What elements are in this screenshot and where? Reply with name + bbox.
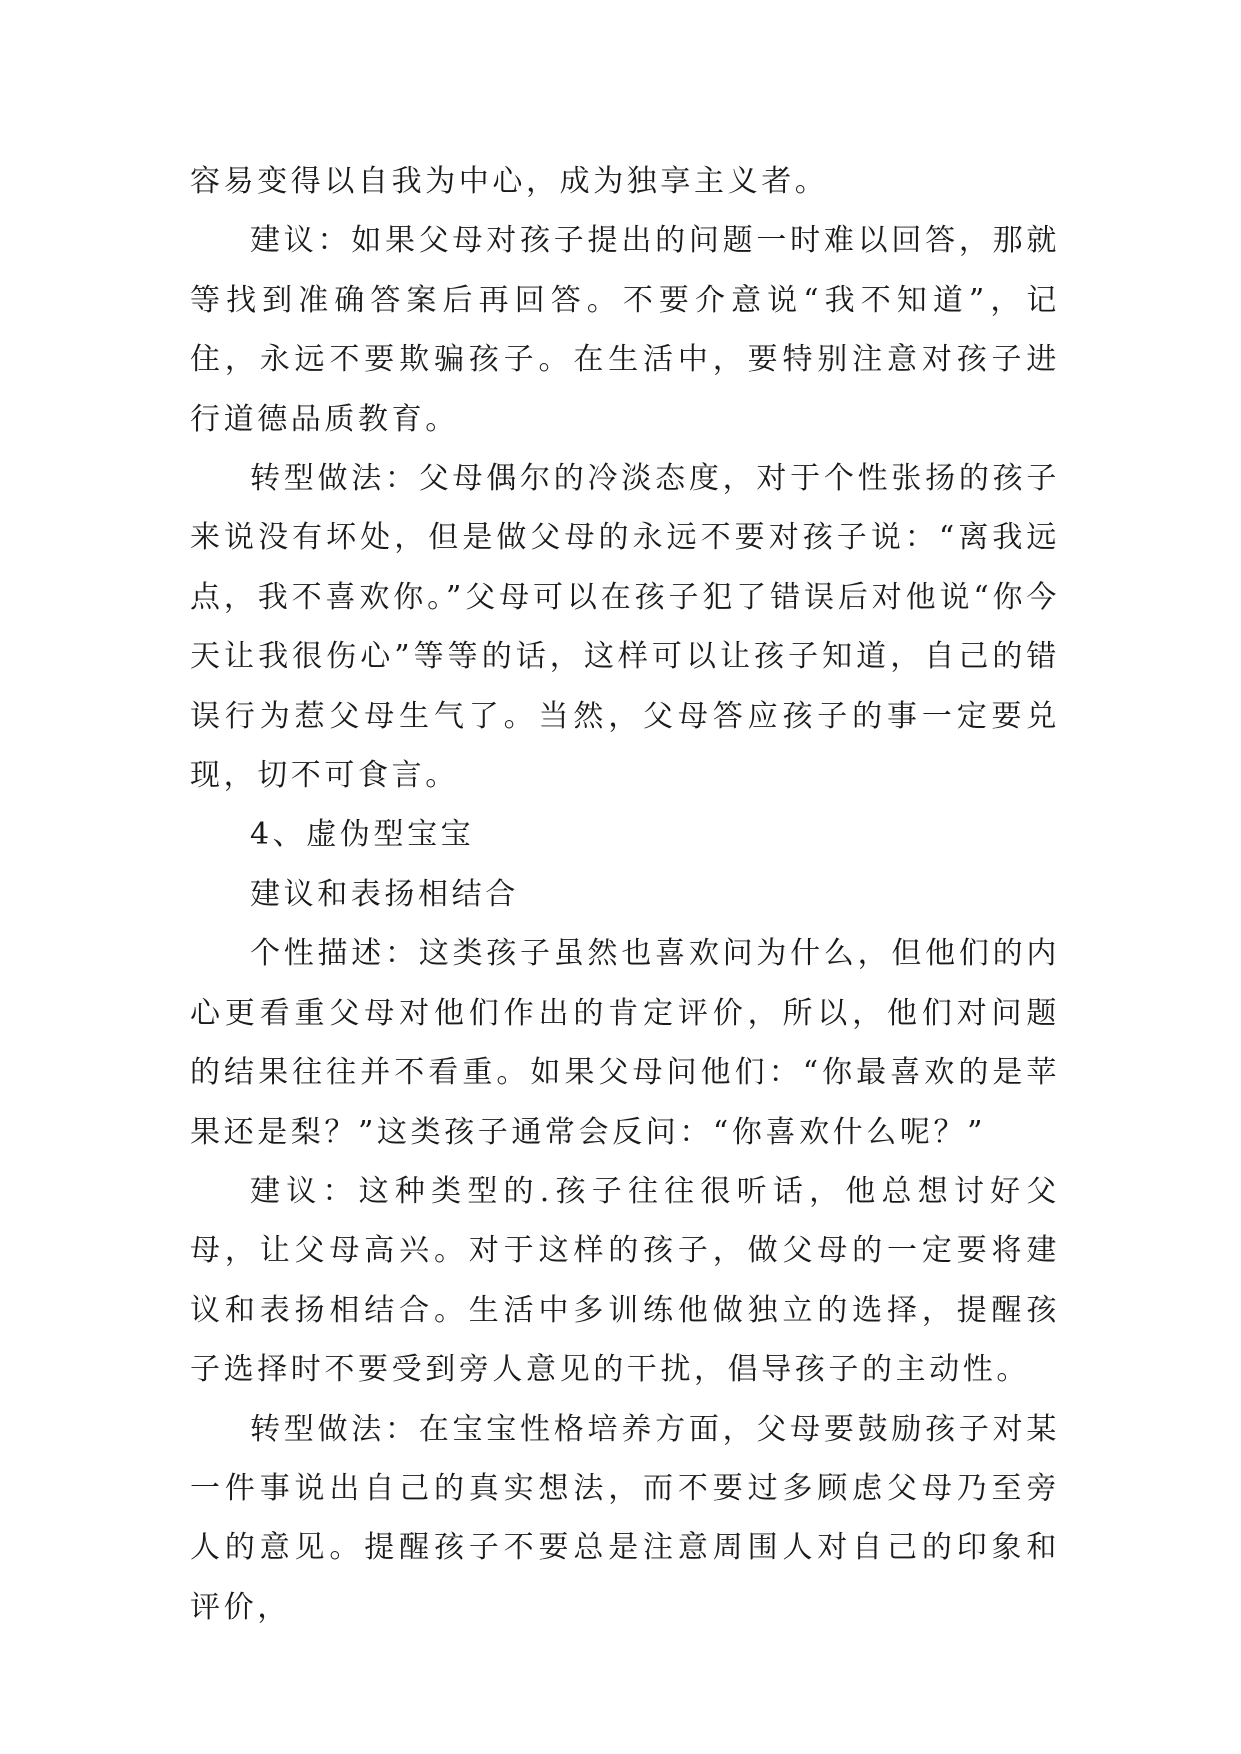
paragraph-continuation: 容易变得以自我为中心，成为独享主义者。 [190,164,829,199]
section-heading: 4、虚伪型宝宝 [250,817,475,853]
body-text [190,152,1060,1637]
paragraph-description: 个性描述：这类孩子虽然也喜欢问为什么，但他们的内心更看重父母对他们作出的肯定评价，所以，他们对问题的结果往往并不看重。如果父母问他们：“你最喜欢的是苹果还是梨？”这类孩子通常会反问：“你喜欢什么呢？” [190,936,1060,1150]
paragraph-transformation-2: 转型做法：在宝宝性格培养方面，父母要鼓励孩子对某一件事说出自己的真实想法，而不要过多顾虑父母乃至旁人的意见。提醒孩子不要总是注意周围人对自己的印象和评价， [190,1411,1060,1625]
paragraph-advice: 建议：如果父母对孩子提出的问题一时难以回答，那就等找到准确答案后再回答。不要介意说“我不知道”，记住，永远不要欺骗孩子。在生活中，要特别注意对孩子进行道德品质教育。 [190,223,1060,437]
paragraph-advice-2: 建议：这种类型的.孩子往往很听话，他总想讨好父母，让父母高兴。对于这样的孩子，做父母的一定要将建议和表扬相结合。生活中多训练他做独立的选择，提醒孩子选择时不要受到旁人意见的干扰，倡导孩子的主动性。 [190,1173,1060,1388]
section-subheading: 建议和表扬相结合 [250,876,519,912]
paragraph-transformation: 转型做法：父母偶尔的冷淡态度，对于个性张扬的孩子来说没有坏处，但是做父母的永远不要对孩子说：“离我远点，我不喜欢你。”父母可以在孩子犯了错误后对他说“你今天让我很伤心”等等的话，这样可以让孩子知道，自己的错误行为惹父母生气了。当然，父母答应孩子的事一定要兑现，切不可食言。 [190,461,1060,794]
